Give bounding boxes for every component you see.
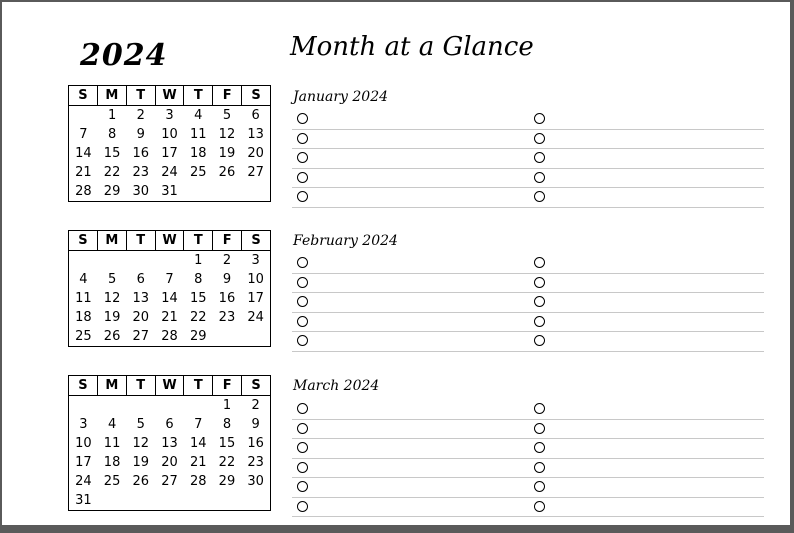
checkbox-circle-icon[interactable]	[534, 442, 545, 453]
checkbox-circle-icon[interactable]	[534, 113, 545, 124]
week-row	[69, 144, 270, 163]
month-label-february: February 2024	[293, 233, 398, 249]
day-cell: 20	[247, 146, 264, 161]
weekday-label: T	[183, 86, 212, 105]
day-cell: 23	[247, 455, 264, 470]
day-cell: 13	[132, 291, 150, 306]
checkbox-circle-icon[interactable]	[297, 172, 308, 183]
checkbox-circle-icon[interactable]	[534, 462, 545, 473]
day-cell: 8	[107, 127, 117, 142]
week-row	[69, 415, 270, 434]
day-cell: 7	[79, 127, 88, 142]
day-cell: 2	[251, 398, 260, 413]
checklist-line[interactable]	[292, 274, 764, 294]
month-label-january: January 2024	[293, 89, 389, 105]
day-cell: 17	[75, 455, 92, 470]
day-cell: 5	[136, 417, 145, 432]
week-row	[69, 106, 270, 125]
checklist-line[interactable]	[292, 149, 764, 169]
day-cell: 17	[247, 291, 264, 306]
week-row	[69, 434, 270, 453]
weekday-header	[69, 376, 270, 396]
checklist-line[interactable]	[292, 188, 764, 208]
day-cell: 15	[103, 146, 121, 161]
weekday-header	[69, 231, 270, 251]
day-cell: 6	[251, 108, 260, 123]
day-cell: 20	[132, 310, 150, 325]
checkbox-circle-icon[interactable]	[534, 481, 545, 492]
day-cell: 17	[161, 146, 178, 161]
day-cell: 26	[132, 474, 150, 489]
day-cell: 22	[218, 455, 236, 470]
day-cell: 11	[189, 127, 207, 142]
day-cell: 8	[194, 272, 203, 287]
day-cell: 3	[251, 253, 260, 268]
day-cell	[98, 396, 127, 415]
checklist-line[interactable]	[292, 130, 764, 150]
checkbox-circle-icon[interactable]	[297, 277, 308, 288]
planner-page	[2, 2, 790, 525]
checkbox-circle-icon[interactable]	[297, 316, 308, 327]
weekday-label: T	[183, 231, 212, 250]
day-cell	[241, 491, 270, 510]
day-cell: 5	[222, 108, 232, 123]
mini-calendar-march	[68, 375, 271, 511]
day-cell: 1	[194, 253, 203, 268]
weekday-label: S	[78, 233, 88, 248]
weekday-label: T	[183, 376, 212, 395]
day-cell: 7	[165, 272, 174, 287]
day-cell	[213, 327, 242, 346]
checkbox-circle-icon[interactable]	[297, 191, 308, 202]
week-row	[69, 308, 270, 327]
day-cell: 18	[75, 310, 92, 325]
checkbox-circle-icon[interactable]	[297, 335, 308, 346]
day-cell: 9	[136, 127, 145, 142]
day-cell: 25	[189, 165, 207, 180]
day-cell	[126, 251, 155, 270]
day-cell: 23	[218, 310, 236, 325]
weekday-label: S	[78, 378, 88, 393]
checklist-january	[292, 110, 764, 208]
day-cell	[184, 396, 213, 415]
day-cell: 15	[218, 436, 236, 451]
week-row	[69, 182, 270, 201]
checkbox-circle-icon[interactable]	[534, 423, 545, 434]
day-cell	[126, 491, 155, 510]
day-cell: 13	[247, 127, 264, 142]
day-cell	[69, 106, 98, 125]
day-cell: 29	[218, 474, 236, 489]
weekday-label: W	[155, 231, 184, 250]
checkbox-circle-icon[interactable]	[297, 257, 308, 268]
page-title: Month at a Glance	[290, 32, 534, 62]
checkbox-circle-icon[interactable]	[297, 462, 308, 473]
weekday-label: W	[155, 376, 184, 395]
weekday-header	[69, 86, 270, 106]
day-cell: 28	[161, 329, 178, 344]
day-cell: 18	[189, 146, 207, 161]
weekday-label: S	[241, 86, 270, 105]
day-cell	[126, 396, 155, 415]
weekday-label: M	[97, 231, 126, 250]
day-cell: 16	[132, 146, 150, 161]
weekday-label: M	[97, 86, 126, 105]
day-cell: 6	[136, 272, 145, 287]
week-row	[69, 270, 270, 289]
day-cell: 26	[103, 329, 121, 344]
day-cell: 3	[165, 108, 174, 123]
day-cell: 11	[75, 291, 92, 306]
day-cell: 27	[132, 329, 150, 344]
day-cell: 10	[247, 272, 264, 287]
day-cell: 10	[161, 127, 178, 142]
checkbox-circle-icon[interactable]	[297, 296, 308, 307]
day-cell	[155, 251, 184, 270]
day-cell: 21	[189, 455, 207, 470]
week-row	[69, 472, 270, 491]
day-cell: 31	[161, 184, 178, 199]
day-cell	[69, 251, 98, 270]
day-cell: 14	[75, 146, 92, 161]
day-cell: 30	[247, 474, 264, 489]
day-cell: 2	[136, 108, 145, 123]
day-cell: 24	[247, 310, 264, 325]
checkbox-circle-icon[interactable]	[534, 191, 545, 202]
day-cell	[184, 182, 213, 201]
weekday-label: F	[212, 231, 241, 250]
day-cell: 11	[103, 436, 121, 451]
checkbox-circle-icon[interactable]	[297, 133, 308, 144]
week-row	[69, 491, 270, 510]
day-cell: 15	[189, 291, 207, 306]
day-cell: 8	[222, 417, 232, 432]
day-cell: 16	[247, 436, 264, 451]
day-cell: 4	[79, 272, 88, 287]
checkbox-circle-icon[interactable]	[534, 403, 545, 414]
checkbox-circle-icon[interactable]	[534, 257, 545, 268]
day-cell: 5	[107, 272, 117, 287]
day-cell	[184, 491, 213, 510]
day-cell: 1	[107, 108, 117, 123]
day-cell: 19	[103, 310, 121, 325]
checkbox-circle-icon[interactable]	[297, 423, 308, 434]
day-cell	[241, 327, 270, 346]
day-cell: 12	[132, 436, 150, 451]
day-cell: 7	[194, 417, 203, 432]
day-cell: 27	[161, 474, 178, 489]
day-cell: 6	[165, 417, 174, 432]
checkbox-circle-icon[interactable]	[534, 152, 545, 163]
checklist-line[interactable]	[292, 169, 764, 189]
weekday-label: T	[126, 86, 155, 105]
checkbox-circle-icon[interactable]	[297, 403, 308, 414]
weekday-label: F	[212, 376, 241, 395]
day-cell: 1	[222, 398, 232, 413]
day-cell: 9	[222, 272, 232, 287]
checkbox-circle-icon[interactable]	[534, 133, 545, 144]
day-cell: 28	[189, 474, 207, 489]
day-cell	[69, 396, 98, 415]
day-cell: 25	[75, 329, 92, 344]
day-cell: 28	[75, 184, 92, 199]
checkbox-circle-icon[interactable]	[297, 152, 308, 163]
checkbox-circle-icon[interactable]	[297, 113, 308, 124]
day-cell: 29	[103, 184, 121, 199]
checklist-line[interactable]	[292, 254, 764, 274]
day-cell: 16	[218, 291, 236, 306]
weekday-label: S	[241, 376, 270, 395]
day-cell: 22	[189, 310, 207, 325]
weekday-label: S	[241, 231, 270, 250]
week-row	[69, 125, 270, 144]
day-cell: 13	[161, 436, 178, 451]
checkbox-circle-icon[interactable]	[534, 501, 545, 512]
day-cell	[213, 182, 242, 201]
day-cell: 29	[189, 329, 207, 344]
day-cell: 24	[75, 474, 92, 489]
day-cell: 23	[132, 165, 150, 180]
checklist-line[interactable]	[292, 400, 764, 420]
day-cell: 22	[103, 165, 121, 180]
checkbox-circle-icon[interactable]	[534, 172, 545, 183]
day-cell: 3	[79, 417, 88, 432]
day-cell: 25	[103, 474, 121, 489]
checkbox-circle-icon[interactable]	[534, 277, 545, 288]
day-cell: 31	[75, 493, 92, 508]
day-cell: 19	[132, 455, 150, 470]
mini-calendar-january	[68, 85, 271, 202]
checklist-march	[292, 400, 764, 517]
weekday-label: T	[126, 231, 155, 250]
weekday-label: F	[212, 86, 241, 105]
mini-calendar-february	[68, 230, 271, 347]
checklist-line[interactable]	[292, 459, 764, 479]
day-cell	[213, 491, 242, 510]
day-cell: 12	[218, 127, 236, 142]
day-cell: 26	[218, 165, 236, 180]
checkbox-circle-icon[interactable]	[297, 501, 308, 512]
day-cell: 9	[251, 417, 260, 432]
checkbox-circle-icon[interactable]	[297, 442, 308, 453]
day-cell: 20	[161, 455, 178, 470]
checklist-line[interactable]	[292, 110, 764, 130]
day-cell: 24	[161, 165, 178, 180]
day-cell	[98, 491, 127, 510]
checkbox-circle-icon[interactable]	[534, 316, 545, 327]
day-cell: 10	[75, 436, 92, 451]
checklist-line[interactable]	[292, 420, 764, 440]
week-row	[69, 453, 270, 472]
checklist-february	[292, 254, 764, 352]
weekday-label: M	[97, 376, 126, 395]
day-cell: 30	[132, 184, 150, 199]
weekday-label: S	[78, 88, 88, 103]
day-cell: 4	[194, 108, 203, 123]
week-row	[69, 163, 270, 182]
checklist-line[interactable]	[292, 478, 764, 498]
year-heading: 2024	[80, 38, 168, 73]
day-cell	[241, 182, 270, 201]
week-row	[69, 251, 270, 270]
weekday-label: T	[126, 376, 155, 395]
day-cell: 14	[189, 436, 207, 451]
month-label-march: March 2024	[293, 378, 380, 394]
day-cell	[155, 491, 184, 510]
checklist-line[interactable]	[292, 293, 764, 313]
weekday-label: W	[155, 86, 184, 105]
day-cell	[98, 251, 127, 270]
checklist-line[interactable]	[292, 439, 764, 459]
checklist-line[interactable]	[292, 332, 764, 352]
checklist-line[interactable]	[292, 498, 764, 518]
day-cell	[155, 396, 184, 415]
day-cell: 2	[222, 253, 232, 268]
day-cell: 4	[107, 417, 117, 432]
day-cell: 19	[218, 146, 236, 161]
week-row	[69, 396, 270, 415]
day-cell: 18	[103, 455, 121, 470]
week-row	[69, 289, 270, 308]
day-cell: 27	[247, 165, 264, 180]
week-row	[69, 327, 270, 346]
checkbox-circle-icon[interactable]	[534, 296, 545, 307]
day-cell: 21	[161, 310, 178, 325]
checklist-line[interactable]	[292, 313, 764, 333]
checkbox-circle-icon[interactable]	[534, 335, 545, 346]
day-cell: 12	[103, 291, 121, 306]
day-cell: 14	[161, 291, 178, 306]
day-cell: 21	[75, 165, 92, 180]
checkbox-circle-icon[interactable]	[297, 481, 308, 492]
